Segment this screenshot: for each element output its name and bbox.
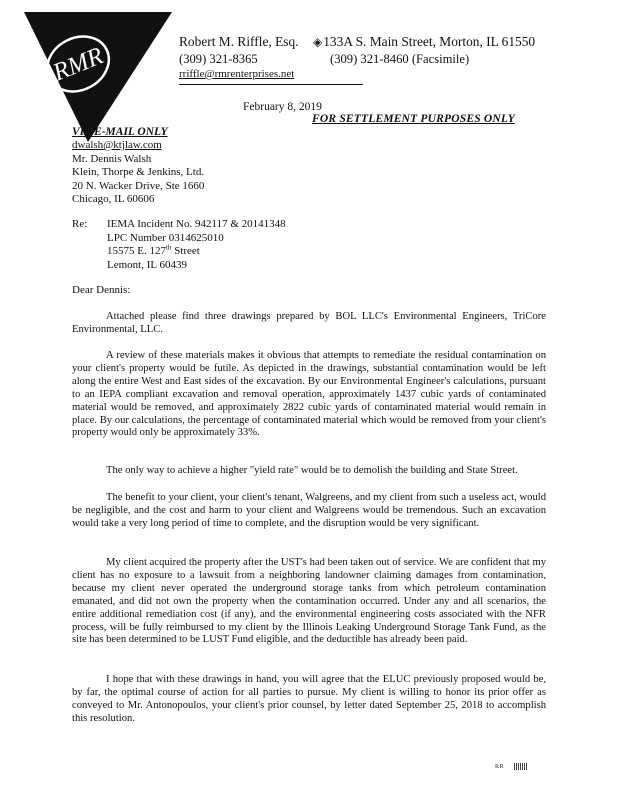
body-paragraph — [72, 674, 546, 726]
diamond-bullet-icon: ◈ — [313, 35, 323, 49]
body-paragraph — [72, 557, 546, 647]
logo-text: RMR — [49, 42, 108, 87]
recipient-address — [72, 139, 204, 207]
recipient-name: Mr. Dennis Walsh — [72, 152, 152, 165]
salutation: Dear Dennis: — [72, 284, 131, 296]
footer-initials: RR — [495, 764, 505, 770]
body-paragraph — [72, 350, 546, 440]
letterhead-email-link[interactable]: rriffle@rmrenterprises.net — [179, 68, 295, 80]
settlement-notice: FOR SETTLEMENT PURPOSES ONLY — [312, 113, 515, 125]
letter-date: February 8, 2019 — [243, 101, 322, 113]
re-street-name: Street — [171, 245, 200, 258]
re-line-city: Lemont, IL 60439 — [107, 258, 187, 271]
re-block — [107, 218, 286, 272]
re-street-number: 15575 E. 127 — [107, 245, 166, 258]
re-line-incident: IEMA Incident No. 942117 & 20141348 — [107, 218, 286, 230]
letterhead-fax: (309) 321-8460 (Facsimile) — [330, 52, 470, 66]
recipient-street: 20 N. Wacker Drive, Ste 1660 — [72, 179, 205, 192]
letterhead-name: Robert M. Riffle, Esq. — [179, 34, 299, 49]
paragraph-text: The only way to achieve a higher "yield rate" would be to demolish the building and State Street. — [106, 465, 518, 476]
paragraph-text: The benefit to your client, your client's tenant, Walgreens, and my client from such a useless act, would be negligible, and the cost and harm to your client and Walgreens would be tremendous. Such an excavation would take a very long period of time to complete, and the disruption would be very significant. — [72, 492, 546, 529]
re-line-street — [107, 245, 286, 259]
letterhead-phone: (309) 321-8365 — [179, 52, 258, 66]
barcode-mark — [514, 763, 528, 770]
body-paragraph — [72, 465, 546, 478]
re-line-lpc: LPC Number 0314625010 — [107, 231, 224, 244]
letterhead-address — [313, 34, 535, 50]
delivery-method: VIA E-MAIL ONLY — [72, 126, 168, 138]
letterhead-address-text: 133A S. Main Street, Morton, IL 61550 — [323, 34, 536, 49]
paragraph-text: Attached please find three drawings prepared by BOL LLC's Environmental Engineers, TriCore Environmental, LLC. — [72, 311, 546, 335]
paragraph-text: I hope that with these drawings in hand, you will agree that the ELUC previously proposed would be, by far, the optimal course of action for all parties to pursue. My client is willing to honor its prior offer as conveyed to Mr. Antonopoulos, your client's prior counsel, by letter dated September 25, 2018 to accomplish this resolution. — [72, 674, 546, 724]
letterhead-divider — [179, 84, 363, 85]
body-paragraph — [72, 492, 546, 531]
logo-triangle — [24, 12, 172, 142]
recipient-city: Chicago, IL 60606 — [72, 193, 155, 206]
re-street-suffix: th — [165, 243, 172, 252]
recipient-firm: Klein, Thorpe & Jenkins, Ltd. — [72, 166, 205, 179]
re-label: Re: — [72, 218, 88, 230]
recipient-email-link[interactable]: dwalsh@ktjlaw.com — [72, 139, 162, 151]
paragraph-text: My client acquired the property after the UST's had been taken out of service. We are confident that my client has no exposure to a lawsuit from a neighboring landowner claiming damages from contamination, because my client never operated the underground storage tanks from which petroleum contamination emanated, and did not own the property when the contamination occurred. Under any and all scenarios, the entire additional remediation cost (if any), and the environmental engineering costs associated with the NFR process, will be fully reimbursed to my client by the Illinois Leaking Underground Storage Tank Fund, as the site has been determined to be LUST Fund eligible, and the deductible has already been paid. — [72, 557, 546, 646]
paragraph-text: A review of these materials makes it obvious that attempts to remediate the residual contamination on your client's property would be futile. As depicted in the drawings, substantial contamination would be left along the entire West and East sides of the excavation. By our Environmental Engineer's calculations, pursuant to an IEPA compliant excavation and removal operation, approximately 1437 cubic yards of contaminated material would be removed, and approximately 2822 cubic yards of contaminated material would remain in place. By our calculations, the percentage of contaminated material which would be removed from your client's property would only be approximately 33%. — [72, 350, 546, 439]
body-paragraph — [72, 311, 546, 337]
